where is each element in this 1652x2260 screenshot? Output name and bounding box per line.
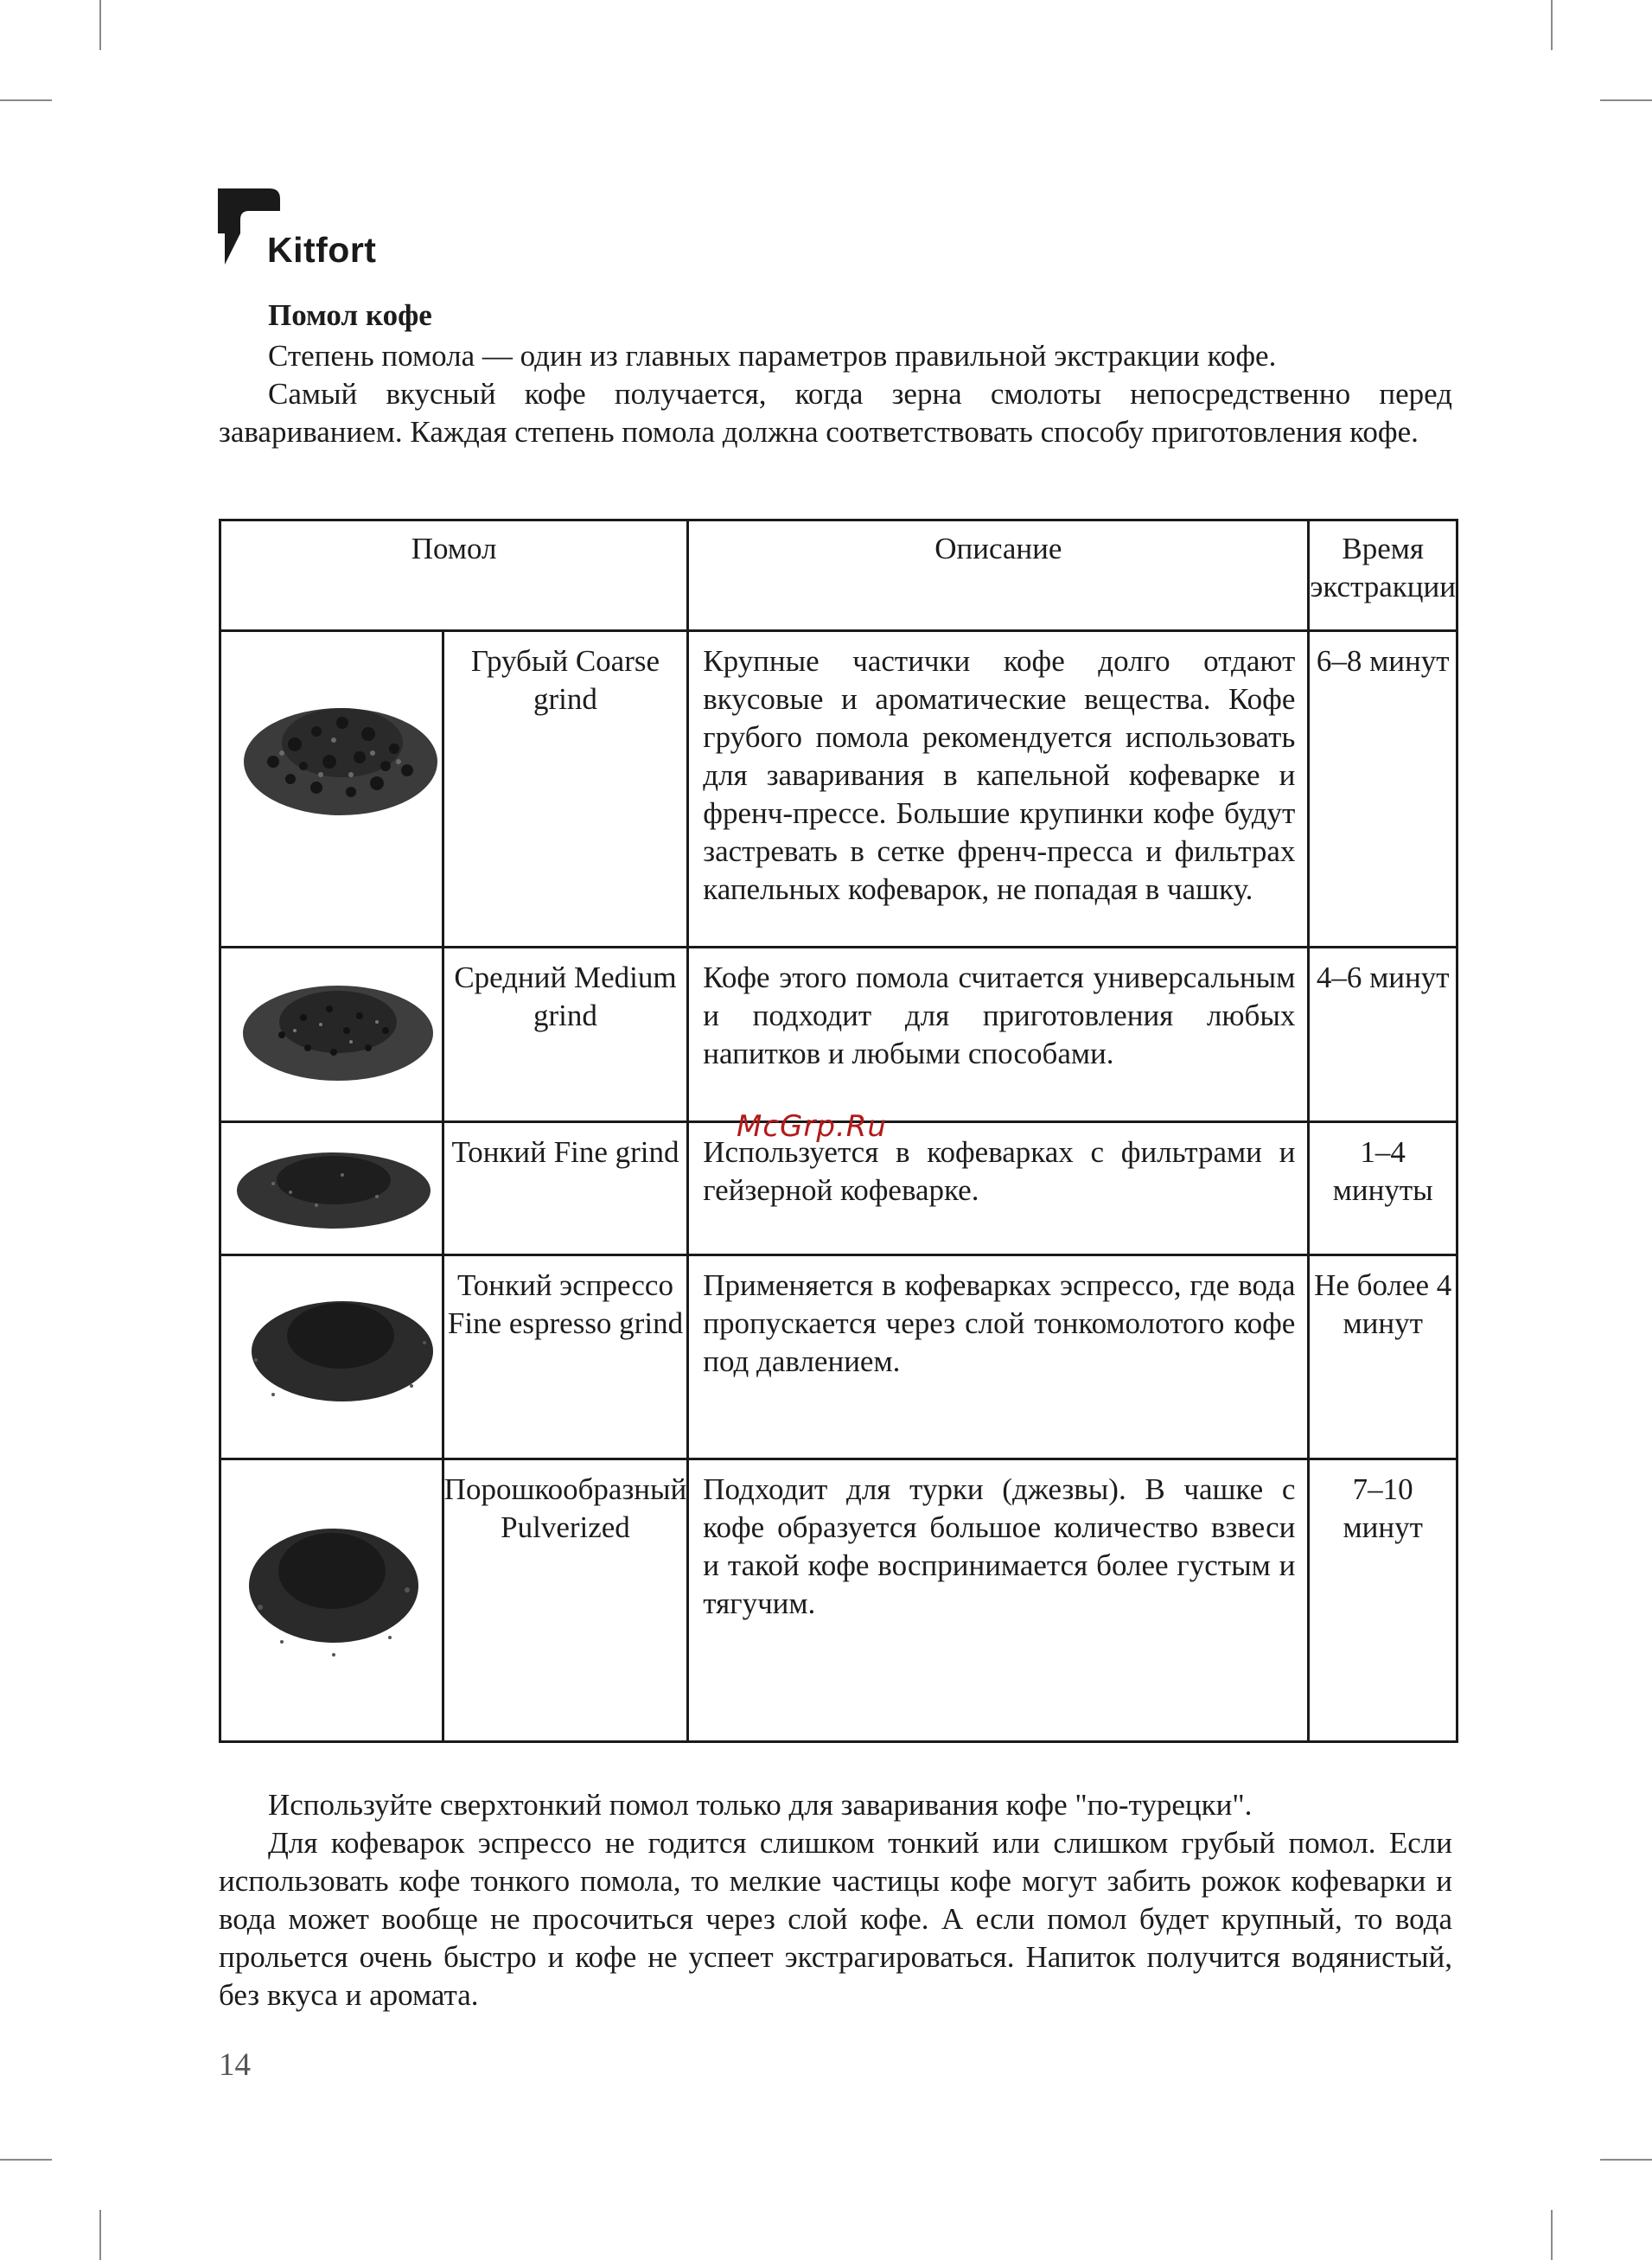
fine-espresso-grounds-image [221,1256,450,1460]
grind-image-cell [220,1122,443,1255]
header-description: Описание [688,520,1309,631]
grind-image-cell [220,1459,443,1742]
crop-mark [0,2159,52,2161]
pulverized-coffee-image [221,1460,450,1743]
crop-mark [1600,2159,1652,2161]
grind-description: Подходит для турки (джезвы). В чашке с кофе образуется большое количество взвеси и такой кофе воспринимается более густым и тягучим. [688,1459,1309,1742]
intro-paragraph: Степень помола — один из главных параметров правильной экстракции кофе. [268,339,1277,373]
grind-image-cell [220,631,443,948]
page-number: 14 [219,2047,251,2083]
outro-paragraph: Для кофеварок эспрессо не годится слишком тонкий или слишком грубый помол. Если использовать кофе тонкого помола, то мелкие частицы кофе могут забить рожок кофеварки и вода может вообще не просочиться через слой кофе. А если помол будет крупный, то вода прольется очень быстро и кофе не успеет экстрагироваться. Напиток получится водянистый, без вкуса и аромата. [219,1826,1452,2012]
grind-name: Тонкий Fine grind [443,1122,688,1255]
grind-name: Средний Medium grind [443,948,688,1122]
crop-mark [1551,0,1553,50]
watermark: McGrp.Ru [737,1109,887,1144]
crop-mark [1551,2210,1553,2260]
intro-text [219,337,1452,451]
grind-description: Используется в кофеварках с фильтрами и гейзерной кофеварке. [688,1122,1309,1255]
header-time: Время экстракции [1309,520,1457,631]
extraction-time: Не более 4 минут [1309,1255,1457,1459]
grind-description: Крупные частички кофе долго отдают вкусовые и ароматические вещества. Кофе грубого помола рекомендуется использовать для заваривания в капельной кофеварке и френч-прессе. Большие крупинки кофе будут застревать в сетке френч-пресса и фильтрах капельных кофеварок, не попадая в чашку. [688,631,1309,948]
grind-name: Грубый Coarse grind [443,631,688,948]
table-row [220,1459,1457,1742]
crop-mark [99,2210,101,2260]
brand-name: Kitfort [267,230,377,270]
intro-paragraph: Самый вкусный кофе получается, когда зерна смолоты непосредственно перед завариванием. Каждая степень помола должна соответствовать способу приготовления кофе. [219,377,1452,449]
header-grind: Помол [220,520,688,631]
table-row [220,1255,1457,1459]
extraction-time: 6–8 минут [1309,631,1457,948]
crop-mark [1600,99,1652,101]
fine-coffee-grounds-image [221,1123,450,1256]
table-row [220,631,1457,948]
grind-name: Тонкий эспрессо Fine espresso grind [443,1255,688,1459]
outro-paragraph: Используйте сверхтонкий помол только для заваривания кофе "по-турецки". [268,1788,1253,1822]
table-row [220,948,1457,1122]
coarse-coffee-grounds-image [221,632,450,948]
kitfort-logo [218,188,391,275]
crop-mark [0,99,52,101]
section-heading: Помол кофе [268,298,432,332]
grind-image-cell [220,1255,443,1459]
extraction-time: 1–4 минуты [1309,1122,1457,1255]
crop-mark [99,0,101,50]
medium-coffee-grounds-image [221,948,450,1123]
extraction-time: 4–6 минут [1309,948,1457,1122]
outro-text [219,1786,1452,2014]
grind-description: Применяется в кофеварках эспрессо, где вода пропускается через слой тонкомолотого кофе под давлением. [688,1255,1309,1459]
grind-name: Порошкообразный Pulverized [443,1459,688,1742]
table-header-row [220,520,1457,631]
extraction-time: 7–10 минут [1309,1459,1457,1742]
grind-image-cell [220,948,443,1122]
grind-description: Кофе этого помола считается универсальным и подходит для приготовления любых напитков и любыми способами. [688,948,1309,1122]
